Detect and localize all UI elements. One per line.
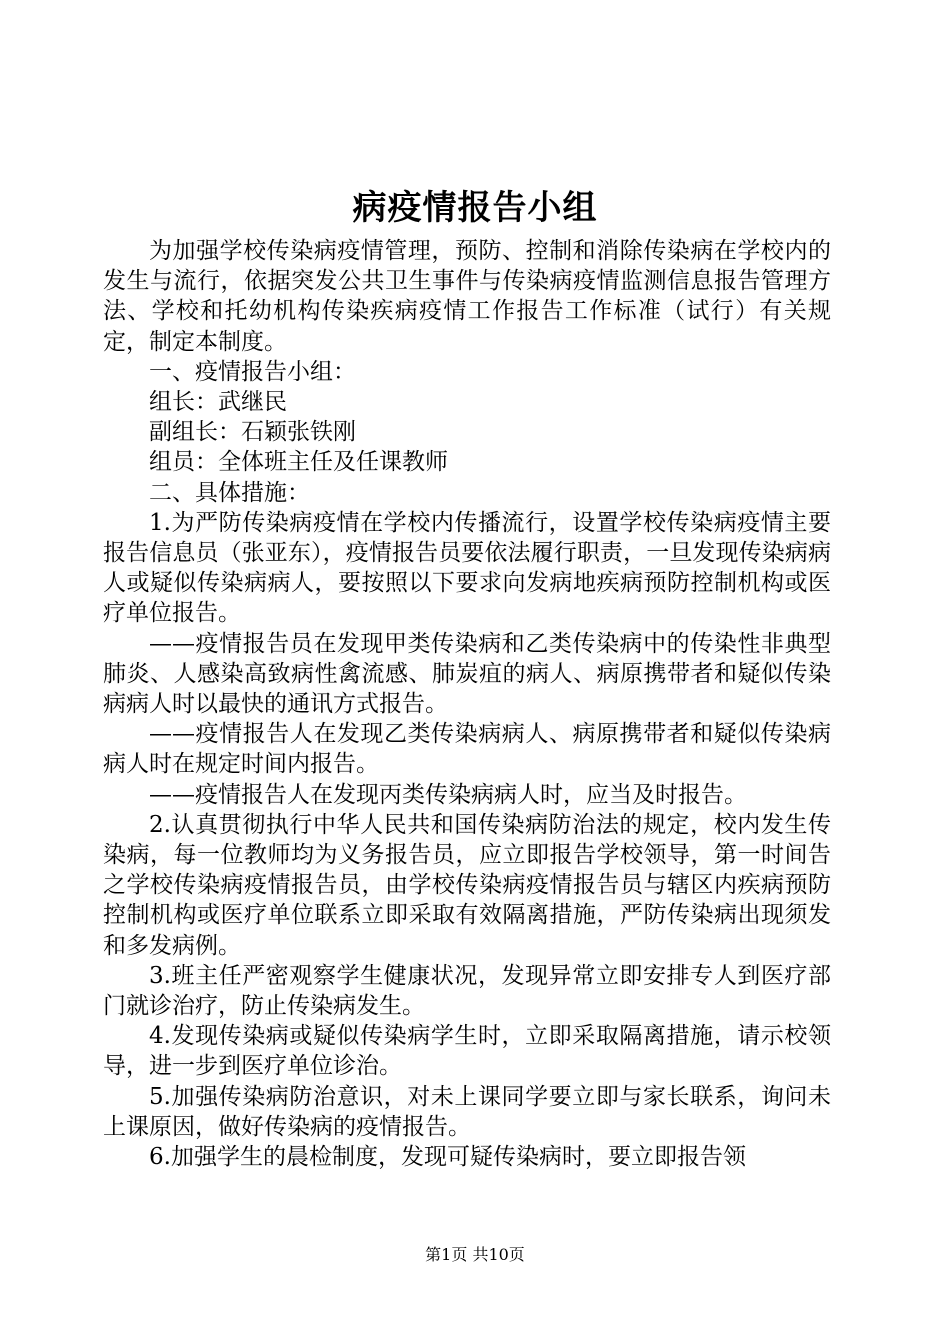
body-paragraph: 3.班主任严密观察学生健康状况，发现异常立即安排专人到医疗部门就诊治疗，防止传染病发生。 xyxy=(103,962,831,1020)
body-paragraph: 6.加强学生的晨检制度，发现可疑传染病时，要立即报告领 xyxy=(149,1144,746,1171)
body-paragraph: ——疫情报告人在发现丙类传染病病人时，应当及时报告。 xyxy=(149,781,747,808)
document-body xyxy=(103,236,831,1172)
section-heading: 二、具体措施： xyxy=(149,479,310,506)
body-paragraph: ——疫情报告人在发现乙类传染病病人、病原携带者和疑似传染病病人时在规定时间内报告。 xyxy=(103,721,831,778)
body-paragraph: 组长：武继民 xyxy=(149,389,287,416)
body-paragraph: 2.认真贯彻执行中华人民共和国传染病防治法的规定，校内发生传染病，每一位教师均为义务报告员，应立即报告学校领导，第一时间告之学校传染病疫情报告员，由学校传染病疫情报告员与辖区内疾病预防控制机构或医疗单位联系立即采取有效隔离措施，严防传染病出现须发和多发病例。 xyxy=(103,811,831,959)
body-paragraph: 组员：全体班主任及任课教师 xyxy=(149,449,448,476)
body-paragraph: ——疫情报告员在发现甲类传染病和乙类传染病中的传染性非典型肺炎、人感染高致病性禽流感、肺炭疽的病人、病原携带者和疑似传染病病人时以最快的通讯方式报告。 xyxy=(103,630,831,718)
page-number: 第1页 共10页 xyxy=(425,1245,525,1264)
body-paragraph: 5.加强传染病防治意识，对未上课同学要立即与家长联系，询问未上课原因，做好传染病的疫情报告。 xyxy=(103,1083,831,1140)
section-heading: 一、疫情报告小组： xyxy=(149,358,356,385)
body-paragraph: 为加强学校传染病疫情管理，预防、控制和消除传染病在学校内的发生与流行，依据突发公共卫生事件与传染病疫情监测信息报告管理方法、学校和托幼机构传染疾病疫情工作报告工作标准（试行）有关规定，制定本制度。 xyxy=(103,238,831,355)
body-paragraph: 副组长：石颖张铁刚 xyxy=(149,419,356,446)
document-title: 病疫情报告小组 xyxy=(352,188,598,228)
body-paragraph: 1.为严防传染病疫情在学校内传播流行，设置学校传染病疫情主要报告信息员（张亚东），疫情报告员要依法履行职责，一旦发现传染病病人或疑似传染病病人，要按照以下要求向发病地疾病预防控制机构或医疗单位报告。 xyxy=(103,509,831,627)
body-paragraph: 4.发现传染病或疑似传染病学生时，立即采取隔离措施，请示校领导，进一步到医疗单位诊治。 xyxy=(103,1023,831,1080)
